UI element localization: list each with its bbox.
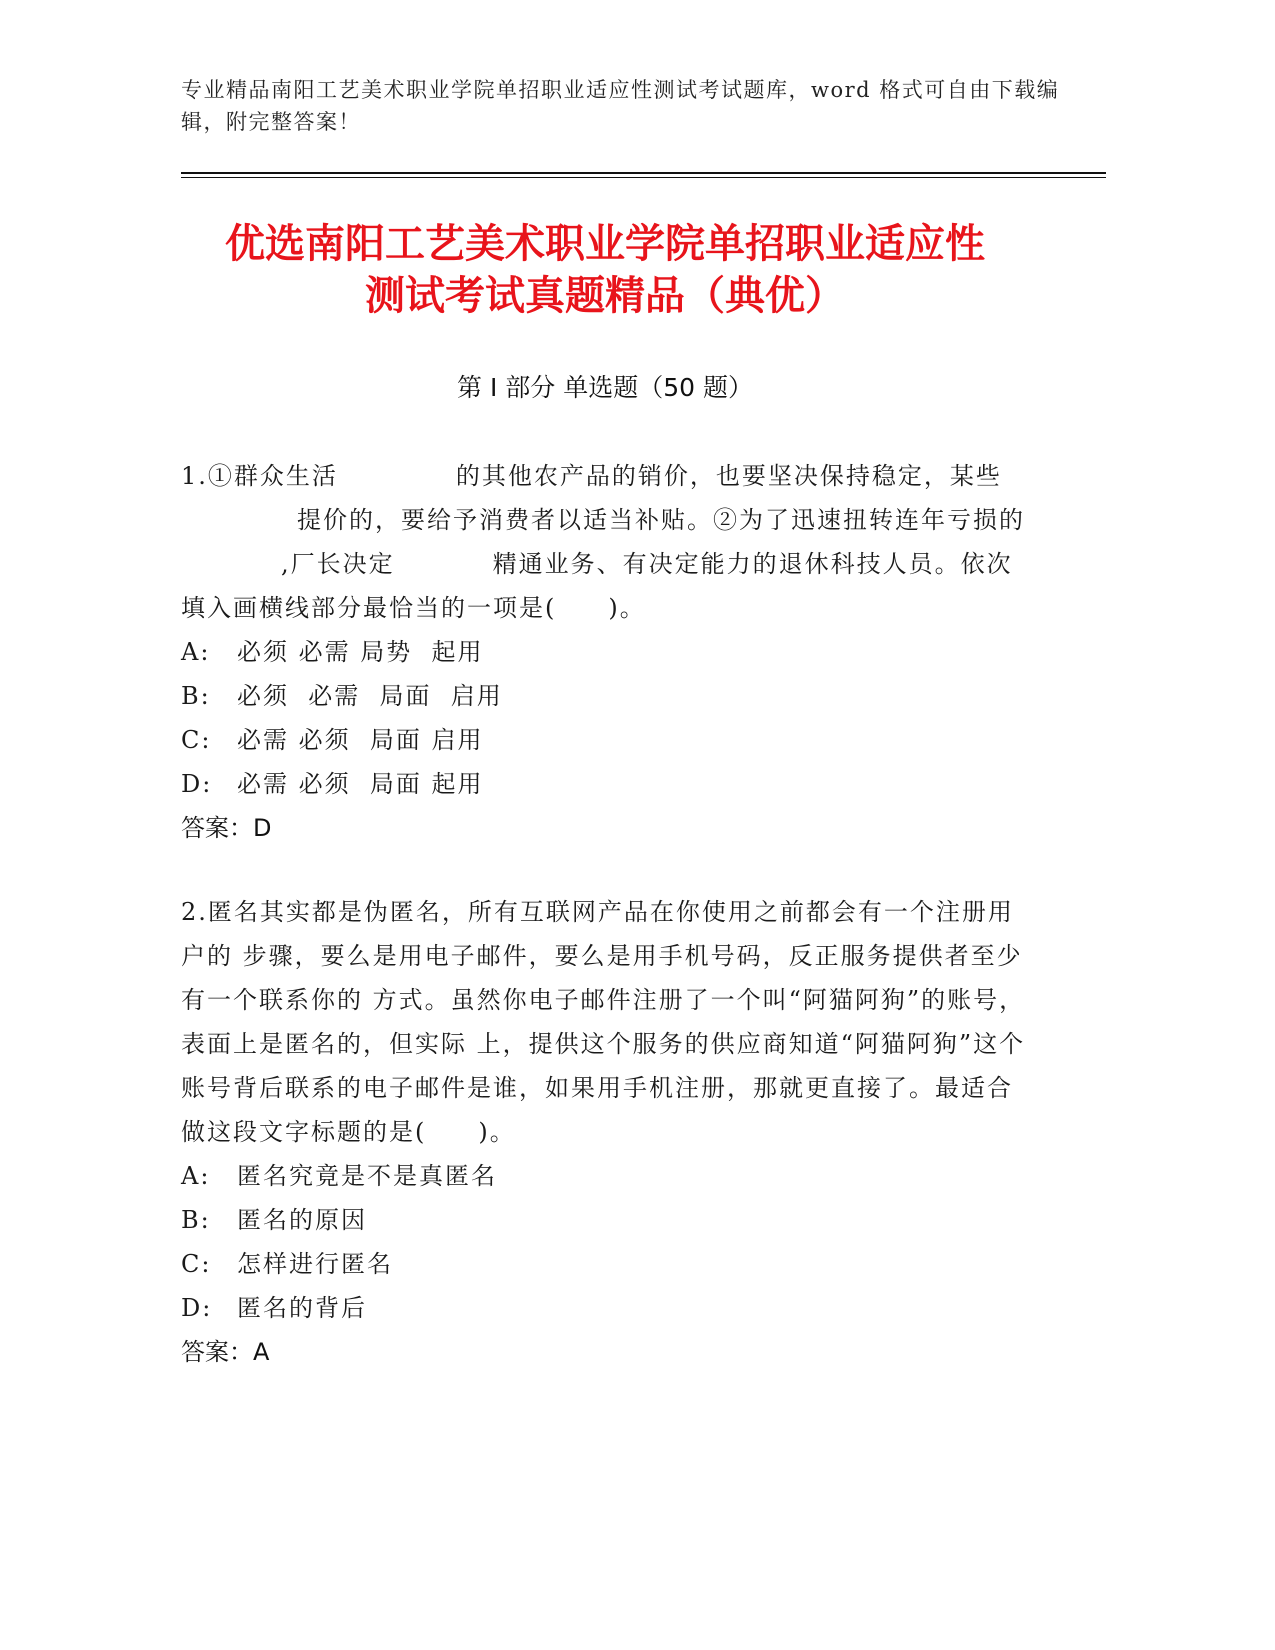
option-label: D: bbox=[181, 1294, 213, 1322]
question-2-answer: 答案：A bbox=[181, 1338, 270, 1366]
question-1-segment: 精通业务、有决定能力的退休科技人员。依次填入画横线部分最恰当的一项是( )。 bbox=[181, 550, 1013, 622]
option-label: A: bbox=[181, 638, 211, 666]
option-text: 匿名的背后 bbox=[237, 1294, 367, 1322]
question-1-segment: ,厂长决定 bbox=[281, 550, 395, 578]
question-1-answer: 答案：D bbox=[181, 814, 272, 842]
option-a bbox=[181, 1154, 1031, 1198]
option-label: B: bbox=[181, 1206, 211, 1234]
option-c bbox=[181, 1242, 1031, 1286]
question-2 bbox=[181, 890, 1031, 1374]
question-1-segment: 的其他农产品的销价，也要坚决保持稳定，某些 bbox=[455, 462, 1002, 490]
question-1-segment: ①群众生活 bbox=[207, 462, 338, 490]
option-d bbox=[181, 1286, 1031, 1330]
option-text: 必须 必需 局面 启用 bbox=[237, 682, 503, 710]
question-1-text bbox=[181, 454, 1031, 630]
option-text: 匿名究竟是不是真匿名 bbox=[237, 1162, 497, 1190]
option-label: C: bbox=[181, 726, 212, 754]
option-label: C: bbox=[181, 1250, 212, 1278]
header-note: 专业精品南阳工艺美术职业学院单招职业适应性测试考试题库，word 格式可自由下载编辑，附完整答案！ bbox=[181, 78, 1060, 134]
option-b bbox=[181, 674, 1031, 718]
option-label: B: bbox=[181, 682, 211, 710]
title-line-1: 优选南阳工艺美术职业学院单招职业适应性 bbox=[225, 221, 985, 267]
question-1 bbox=[181, 454, 1031, 850]
question-1-segment: 提价的，要给予消费者以适当补贴。②为了迅速扭转连年亏损的 bbox=[297, 506, 1025, 534]
option-d bbox=[181, 762, 1031, 806]
option-text: 必须 必需 局势 起用 bbox=[237, 638, 484, 666]
option-label: D: bbox=[181, 770, 213, 798]
title-line-2: 测试考试真题精品（典优） bbox=[365, 273, 845, 319]
option-text: 必需 必须 局面 启用 bbox=[237, 726, 484, 754]
document-title bbox=[150, 218, 1060, 322]
option-label: A: bbox=[181, 1162, 211, 1190]
option-text: 怎样进行匿名 bbox=[237, 1250, 393, 1278]
option-c bbox=[181, 718, 1031, 762]
option-text: 必需 必须 局面 起用 bbox=[237, 770, 484, 798]
header-divider-thin bbox=[181, 177, 1106, 178]
question-1-number: 1. bbox=[181, 462, 208, 490]
section-heading: 第 I 部分 单选题（50 题） bbox=[457, 373, 753, 402]
question-2-body: 匿名其实都是伪匿名，所有互联网产品在你使用之前都会有一个注册用户的 步骤，要么是用电子邮件，要么是用手机号码，反正服务提供者至少有一个联系你的 方式。虽然你电子邮件注册了一个叫“阿猫阿狗”的账号，表面上是匿名的，但实际 上，提供这个服务的供应商知道“阿猫阿狗”这个账号背后联系的电子邮件是谁，如果用手机注册，那就更直接了。最适合做这段文字标题的是( )。 bbox=[181, 898, 1026, 1146]
question-2-text bbox=[181, 890, 1031, 1154]
header-divider-thick bbox=[181, 172, 1106, 174]
option-b bbox=[181, 1198, 1031, 1242]
option-text: 匿名的原因 bbox=[237, 1206, 367, 1234]
option-a bbox=[181, 630, 1031, 674]
question-2-number: 2. bbox=[181, 898, 208, 926]
